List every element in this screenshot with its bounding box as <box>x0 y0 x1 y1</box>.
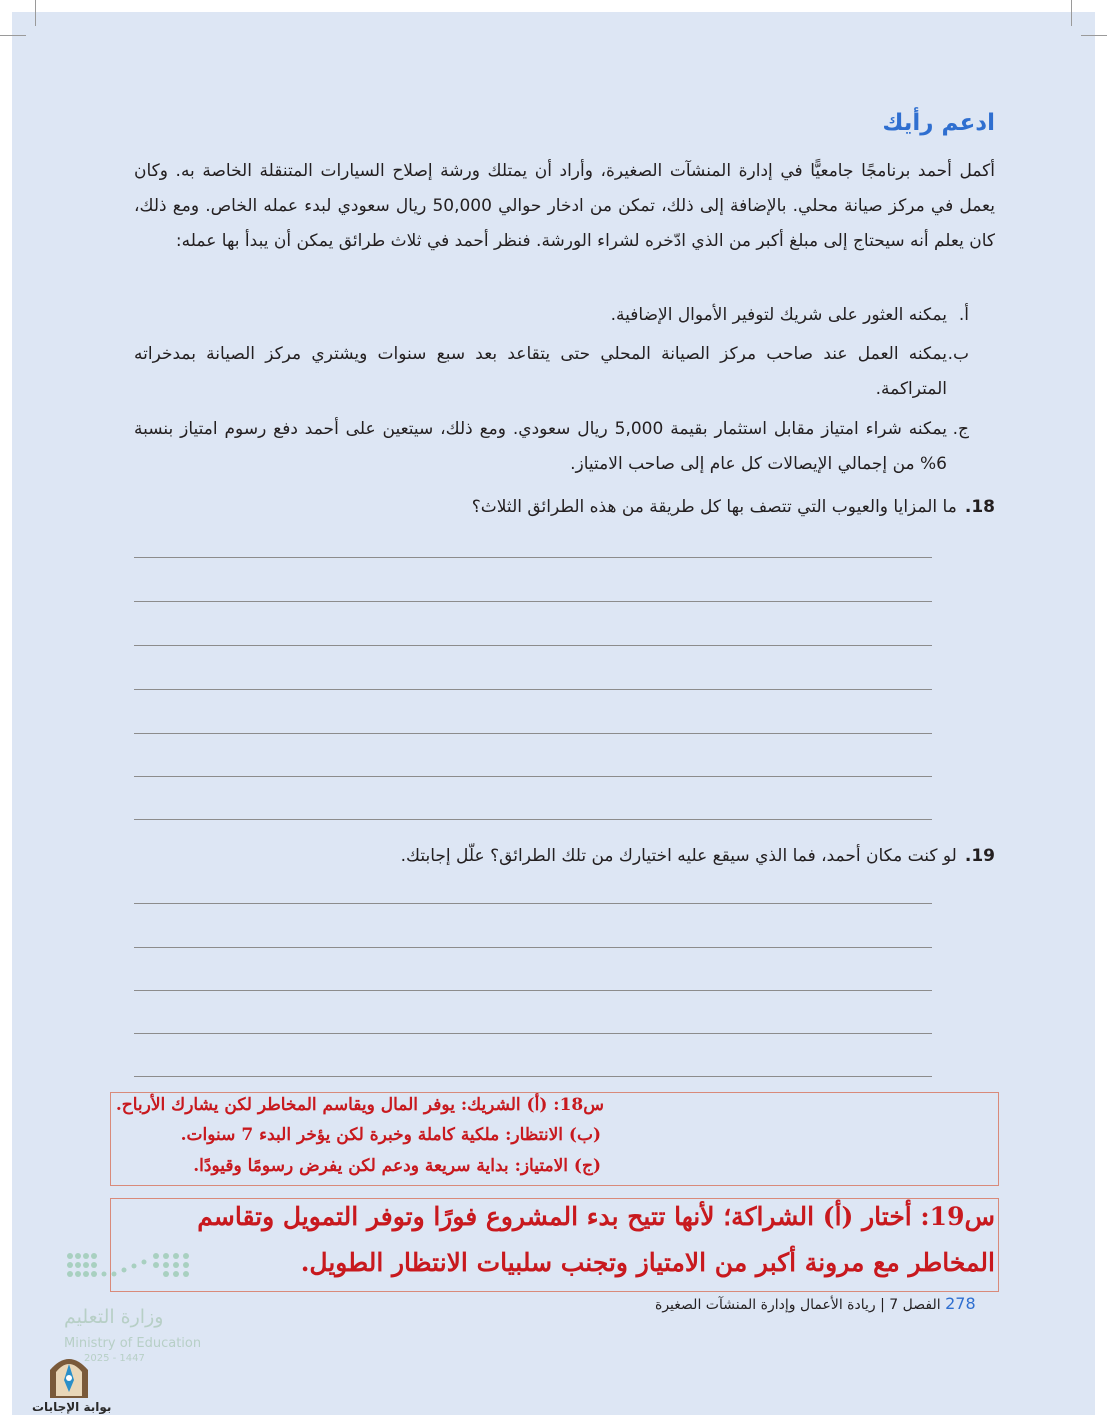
page-number: 278 <box>945 1294 976 1313</box>
option-b <box>134 337 969 407</box>
page-footer <box>655 1294 976 1313</box>
option-a-mark: أ. <box>958 305 969 325</box>
answer-line <box>134 990 932 991</box>
answer-line <box>134 903 932 904</box>
answer-line <box>134 1076 932 1077</box>
option-a-text: يمكنه العثور على شريك لتوفير الأموال الإضافية. <box>610 305 947 325</box>
answer-line <box>134 1033 932 1034</box>
footer-separator: | <box>880 1297 885 1313</box>
answer-line <box>134 689 932 690</box>
answer-18-line-1: س18: (أ) الشريك: يوفر المال ويقاسم المخاطر لكن يشارك الأرباح. <box>115 1095 604 1115</box>
question-18-text: ما المزايا والعيوب التي تتصف بها كل طريقة من هذه الطرائق الثلاث؟ <box>471 497 957 517</box>
option-a <box>134 298 969 333</box>
answer-19-line-1: س19: أختار (أ) الشراكة؛ لأنها تتيح بدء المشروع فورًا وتوفر التمويل وتقاسم <box>197 1202 995 1231</box>
ministry-name-en: Ministry of Education <box>64 1336 202 1351</box>
answer-line <box>134 819 932 820</box>
option-c-text: يمكنه شراء امتياز مقابل استثمار بقيمة 5,000 ريال سعودي. ومع ذلك، سيتعين على أحمد دفع رسوم امتياز بنسبة 6% من إجمالي الإيصالات كل عام إلى صاحب الامتياز. <box>134 419 947 474</box>
crop-mark <box>0 35 26 36</box>
question-18-number: 18. <box>964 497 995 517</box>
ministry-year: 2025 - 1447 <box>84 1353 145 1364</box>
book-title: ريادة الأعمال وإدارة المنشآت الصغيرة <box>655 1297 876 1313</box>
answer-line <box>134 733 932 734</box>
option-b-text: يمكنه العمل عند صاحب مركز الصيانة المحلي حتى يتقاعد بعد سبع سنوات ويشتري مركز الصيانة بمدخراته المتراكمة. <box>134 344 947 399</box>
ministry-logo-dots-icon <box>64 1250 200 1288</box>
answer-19-line-2: المخاطر مع مرونة أكبر من الامتياز وتجنب سلبيات الانتظار الطويل. <box>300 1248 995 1277</box>
question-18 <box>134 497 995 517</box>
crop-mark <box>35 0 36 26</box>
answer-line <box>134 947 932 948</box>
option-c-mark: ج. <box>952 419 969 439</box>
portal-name: بوابة الإجابات <box>32 1400 112 1414</box>
scenario-paragraph: أكمل أحمد برنامجًا جامعيًّا في إدارة المنشآت الصغيرة، وأراد أن يمتلك ورشة إصلاح السيارات المتنقلة الخاصة به. وكان يعمل في مركز صيانة محلي. بالإضافة إلى ذلك، تمكن من ادخار حوالي 50,000 ريال سعودي لبدء عمله الخاص. ومع ذلك، كان يعلم أنه سيحتاج إلى مبلغ أكبر من الذي ادّخره لشراء الورشة. فنظر أحمد في ثلاث طرائق يمكن أن يبدأ بها عمله: <box>134 161 995 251</box>
answer-18-line-2: (ب) الانتظار: ملكية كاملة وخبرة لكن يؤخر البدء 7 سنوات. <box>180 1125 601 1145</box>
crop-mark <box>1081 35 1107 36</box>
crop-mark <box>1071 0 1072 26</box>
chapter-label: الفصل 7 <box>889 1297 941 1313</box>
question-19 <box>134 846 995 866</box>
question-19-number: 19. <box>964 846 995 866</box>
answer-line <box>134 645 932 646</box>
portal-logo-icon <box>46 1348 92 1400</box>
section-heading: ادعم رأيك <box>882 110 995 136</box>
answer-line <box>134 776 932 777</box>
answer-line <box>134 557 932 558</box>
answer-line <box>134 601 932 602</box>
ministry-name-ar: وزارة التعليم <box>64 1306 164 1328</box>
answer-18-line-3: (ج) الامتياز: بداية سريعة ودعم لكن يفرض رسومًا وقيودًا. <box>193 1156 601 1176</box>
option-b-mark: ب. <box>947 344 969 364</box>
question-19-text: لو كنت مكان أحمد، فما الذي سيقع عليه اختيارك من تلك الطرائق؟ علّل إجابتك. <box>400 846 957 866</box>
option-c <box>134 412 969 482</box>
